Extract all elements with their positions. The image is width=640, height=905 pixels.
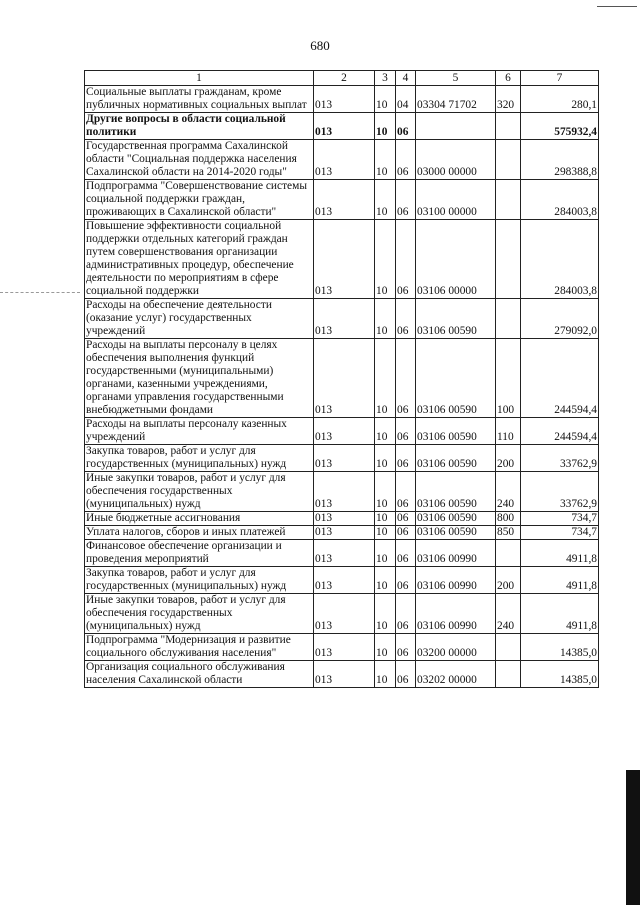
cell-description: Иные закупки товаров, работ и услуг для обеспечения государственных (муниципальных) нужд bbox=[85, 472, 314, 512]
cell-description: Организация социального обслуживания населения Сахалинской области bbox=[85, 661, 314, 688]
table-row bbox=[85, 661, 599, 688]
cell-ministry-code: 013 bbox=[314, 567, 375, 594]
cell-description: Иные закупки товаров, работ и услуг для обеспечения государственных (муниципальных) нужд bbox=[85, 594, 314, 634]
cell-description: Социальные выплаты гражданам, кроме публичных нормативных социальных выплат bbox=[85, 86, 314, 113]
page-number: 680 bbox=[310, 38, 330, 53]
table-row bbox=[85, 220, 599, 299]
cell-section: 10 bbox=[375, 299, 396, 339]
cell-amount: 280,1 bbox=[521, 86, 599, 113]
cell-target-article: 03106 00990 bbox=[416, 594, 496, 634]
header-row bbox=[85, 71, 599, 86]
cell-section: 10 bbox=[375, 512, 396, 526]
cell-expense-type: 800 bbox=[496, 512, 521, 526]
cell-target-article: 03100 00000 bbox=[416, 180, 496, 220]
cell-section: 10 bbox=[375, 634, 396, 661]
table-row bbox=[85, 634, 599, 661]
table-row bbox=[85, 180, 599, 220]
cell-section: 10 bbox=[375, 140, 396, 180]
cell-ministry-code: 013 bbox=[314, 113, 375, 140]
cell-section: 10 bbox=[375, 339, 396, 418]
cell-subsection: 06 bbox=[396, 418, 416, 445]
cell-subsection: 06 bbox=[396, 594, 416, 634]
cell-section: 10 bbox=[375, 220, 396, 299]
scan-edge-mark bbox=[626, 770, 640, 905]
table-row bbox=[85, 445, 599, 472]
table-row bbox=[85, 512, 599, 526]
scan-artifact-line bbox=[0, 292, 80, 294]
cell-description: Расходы на выплаты персоналу казенных учреждений bbox=[85, 418, 314, 445]
cell-target-article: 03106 00590 bbox=[416, 418, 496, 445]
budget-table bbox=[84, 70, 599, 688]
cell-amount: 279092,0 bbox=[521, 299, 599, 339]
cell-target-article: 03106 00990 bbox=[416, 540, 496, 567]
table-row bbox=[85, 594, 599, 634]
table-row bbox=[85, 526, 599, 540]
cell-expense-type: 320 bbox=[496, 86, 521, 113]
table-row bbox=[85, 472, 599, 512]
cell-amount: 33762,9 bbox=[521, 472, 599, 512]
cell-description: Расходы на обеспечение деятельности (оказание услуг) государственных учреждений bbox=[85, 299, 314, 339]
table-row bbox=[85, 418, 599, 445]
cell-section: 10 bbox=[375, 418, 396, 445]
cell-ministry-code: 013 bbox=[314, 445, 375, 472]
cell-amount: 4911,8 bbox=[521, 540, 599, 567]
cell-ministry-code: 013 bbox=[314, 339, 375, 418]
cell-subsection: 06 bbox=[396, 540, 416, 567]
cell-section: 10 bbox=[375, 445, 396, 472]
cell-subsection: 06 bbox=[396, 113, 416, 140]
cell-target-article: 03106 00590 bbox=[416, 339, 496, 418]
cell-subsection: 06 bbox=[396, 339, 416, 418]
cell-target-article: 03106 00590 bbox=[416, 445, 496, 472]
cell-expense-type: 200 bbox=[496, 445, 521, 472]
cell-amount: 284003,8 bbox=[521, 180, 599, 220]
cell-description: Подпрограмма "Совершенствование системы социальной поддержки граждан, проживающих в Сахалинской области" bbox=[85, 180, 314, 220]
cell-expense-type: 200 bbox=[496, 567, 521, 594]
header-col-1: 1 bbox=[85, 71, 314, 86]
cell-target-article: 03202 00000 bbox=[416, 661, 496, 688]
cell-description: Повышение эффективности социальной поддержки отдельных категорий граждан путем совершенствования организации административных процедур, обеспечение деятельности по мероприятиям в сфере социальной поддержки bbox=[85, 220, 314, 299]
cell-section: 10 bbox=[375, 540, 396, 567]
cell-expense-type: 240 bbox=[496, 594, 521, 634]
cell-description: Финансовое обеспечение организации и проведения мероприятий bbox=[85, 540, 314, 567]
cell-target-article: 03106 00590 bbox=[416, 299, 496, 339]
cell-amount: 14385,0 bbox=[521, 634, 599, 661]
cell-subsection: 06 bbox=[396, 220, 416, 299]
cell-description: Другие вопросы в области социальной политики bbox=[85, 113, 314, 140]
table-body bbox=[85, 86, 599, 688]
cell-amount: 244594,4 bbox=[521, 418, 599, 445]
cell-amount: 734,7 bbox=[521, 526, 599, 540]
cell-amount: 734,7 bbox=[521, 512, 599, 526]
cell-expense-type bbox=[496, 220, 521, 299]
cell-amount: 575932,4 bbox=[521, 113, 599, 140]
cell-target-article: 03106 00590 bbox=[416, 526, 496, 540]
cell-subsection: 06 bbox=[396, 634, 416, 661]
cell-ministry-code: 013 bbox=[314, 661, 375, 688]
cell-description: Уплата налогов, сборов и иных платежей bbox=[85, 526, 314, 540]
cell-subsection: 06 bbox=[396, 526, 416, 540]
cell-expense-type: 110 bbox=[496, 418, 521, 445]
cell-description: Закупка товаров, работ и услуг для государственных (муниципальных) нужд bbox=[85, 567, 314, 594]
cell-section: 10 bbox=[375, 180, 396, 220]
cell-expense-type bbox=[496, 661, 521, 688]
cell-ministry-code: 013 bbox=[314, 418, 375, 445]
cell-target-article bbox=[416, 113, 496, 140]
header-col-5: 5 bbox=[416, 71, 496, 86]
header-col-7: 7 bbox=[521, 71, 599, 86]
table-row bbox=[85, 339, 599, 418]
cell-amount: 4911,8 bbox=[521, 594, 599, 634]
table-row bbox=[85, 86, 599, 113]
table-row bbox=[85, 140, 599, 180]
cell-amount: 298388,8 bbox=[521, 140, 599, 180]
cell-expense-type bbox=[496, 113, 521, 140]
table-row bbox=[85, 540, 599, 567]
cell-ministry-code: 013 bbox=[314, 472, 375, 512]
header-col-2: 2 bbox=[314, 71, 375, 86]
cell-ministry-code: 013 bbox=[314, 140, 375, 180]
cell-description: Расходы на выплаты персоналу в целях обеспечения выполнения функций государственными (муниципальными) органами, казенными учреждениями, органами управления государственными внебюджетными фондами bbox=[85, 339, 314, 418]
cell-target-article: 03304 71702 bbox=[416, 86, 496, 113]
cell-target-article: 03200 00000 bbox=[416, 634, 496, 661]
cell-section: 10 bbox=[375, 567, 396, 594]
cell-amount: 33762,9 bbox=[521, 445, 599, 472]
cell-expense-type bbox=[496, 634, 521, 661]
table-row bbox=[85, 567, 599, 594]
cell-section: 10 bbox=[375, 526, 396, 540]
cell-subsection: 06 bbox=[396, 180, 416, 220]
cell-expense-type bbox=[496, 540, 521, 567]
table-header bbox=[85, 71, 599, 86]
cell-amount: 4911,8 bbox=[521, 567, 599, 594]
cell-amount: 284003,8 bbox=[521, 220, 599, 299]
cell-expense-type bbox=[496, 140, 521, 180]
cell-ministry-code: 013 bbox=[314, 180, 375, 220]
cell-ministry-code: 013 bbox=[314, 86, 375, 113]
cell-section: 10 bbox=[375, 86, 396, 113]
cell-amount: 14385,0 bbox=[521, 661, 599, 688]
table-row bbox=[85, 113, 599, 140]
cell-target-article: 03106 00590 bbox=[416, 472, 496, 512]
cell-description: Иные бюджетные ассигнования bbox=[85, 512, 314, 526]
cell-description: Закупка товаров, работ и услуг для государственных (муниципальных) нужд bbox=[85, 445, 314, 472]
cell-ministry-code: 013 bbox=[314, 594, 375, 634]
cell-subsection: 06 bbox=[396, 661, 416, 688]
header-col-3: 3 bbox=[375, 71, 396, 86]
cell-ministry-code: 013 bbox=[314, 299, 375, 339]
cell-ministry-code: 013 bbox=[314, 220, 375, 299]
cell-subsection: 06 bbox=[396, 445, 416, 472]
cell-description: Подпрограмма "Модернизация и развитие социального обслуживания населения" bbox=[85, 634, 314, 661]
cell-expense-type: 100 bbox=[496, 339, 521, 418]
cell-target-article: 03000 00000 bbox=[416, 140, 496, 180]
cell-expense-type bbox=[496, 299, 521, 339]
header-col-4: 4 bbox=[396, 71, 416, 86]
table-row bbox=[85, 299, 599, 339]
cell-ministry-code: 013 bbox=[314, 526, 375, 540]
cell-description: Государственная программа Сахалинской области "Социальная поддержка населения Сахалинской области на 2014-2020 годы" bbox=[85, 140, 314, 180]
cell-subsection: 06 bbox=[396, 567, 416, 594]
cell-subsection: 06 bbox=[396, 140, 416, 180]
cell-expense-type: 850 bbox=[496, 526, 521, 540]
cell-subsection: 06 bbox=[396, 472, 416, 512]
cell-expense-type: 240 bbox=[496, 472, 521, 512]
cell-expense-type bbox=[496, 180, 521, 220]
header-col-6: 6 bbox=[496, 71, 521, 86]
cell-subsection: 04 bbox=[396, 86, 416, 113]
cell-section: 10 bbox=[375, 113, 396, 140]
cell-ministry-code: 013 bbox=[314, 540, 375, 567]
cell-ministry-code: 013 bbox=[314, 634, 375, 661]
cell-section: 10 bbox=[375, 472, 396, 512]
cell-target-article: 03106 00000 bbox=[416, 220, 496, 299]
cell-section: 10 bbox=[375, 594, 396, 634]
cell-ministry-code: 013 bbox=[314, 512, 375, 526]
top-rule bbox=[597, 6, 637, 7]
cell-amount: 244594,4 bbox=[521, 339, 599, 418]
cell-target-article: 03106 00590 bbox=[416, 512, 496, 526]
cell-target-article: 03106 00990 bbox=[416, 567, 496, 594]
cell-section: 10 bbox=[375, 661, 396, 688]
cell-subsection: 06 bbox=[396, 299, 416, 339]
cell-subsection: 06 bbox=[396, 512, 416, 526]
